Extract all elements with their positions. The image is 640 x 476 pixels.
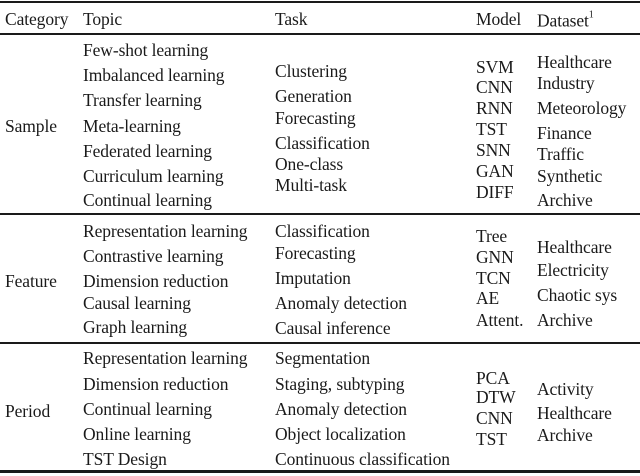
header-dataset [537, 8, 594, 31]
model-cell: CNN [476, 77, 513, 97]
task-cell: Segmentation [275, 348, 371, 368]
topic-cell: Dimension reduction [83, 374, 229, 394]
model-cell: Attent. [476, 310, 524, 330]
dataset-cell: Archive [537, 190, 593, 210]
model-cell: RNN [476, 98, 513, 118]
dataset-cell: Archive [537, 425, 593, 445]
model-cell: Tree [476, 226, 508, 246]
model-cell: GNN [476, 247, 514, 267]
topic-cell: Dimension reduction [83, 271, 229, 291]
topic-cell: Meta-learning [83, 116, 181, 136]
model-cell: SNN [476, 140, 511, 160]
task-cell: Object localization [275, 424, 406, 444]
topic-cell: Continual learning [83, 190, 212, 210]
header-dataset-label: Dataset [537, 10, 589, 31]
category-label: Period [5, 401, 51, 421]
task-cell: One-class [275, 154, 344, 174]
topic-cell: Continual learning [83, 399, 212, 419]
header-category: Category [5, 9, 69, 29]
bottom-rule [0, 470, 640, 473]
dataset-cell: Synthetic [537, 166, 603, 186]
dataset-cell: Healthcare [537, 403, 612, 423]
dataset-cell: Healthcare [537, 52, 612, 72]
model-cell: PCA [476, 368, 510, 388]
model-cell: TCN [476, 268, 511, 288]
topic-cell: Causal learning [83, 293, 191, 313]
dataset-cell: Archive [537, 310, 593, 330]
topic-cell: Transfer learning [83, 90, 202, 110]
model-cell: GAN [476, 161, 514, 181]
dataset-cell: Electricity [537, 260, 609, 280]
task-cell: Generation [275, 86, 352, 106]
dataset-cell: Meteorology [537, 98, 627, 118]
dataset-footnote-marker: 1 [588, 9, 594, 21]
task-cell: Continuous classification [275, 449, 450, 469]
model-cell: DIFF [476, 182, 514, 202]
category-label: Feature [5, 271, 57, 291]
header-rule [0, 33, 640, 35]
model-cell: SVM [476, 57, 514, 77]
dataset-cell: Chaotic sys [537, 285, 618, 305]
topic-cell: Representation learning [83, 348, 248, 368]
header-model: Model [476, 9, 522, 29]
model-cell: TST [476, 429, 507, 449]
task-cell: Causal inference [275, 318, 391, 338]
dataset-cell: Industry [537, 73, 595, 93]
model-cell: CNN [476, 408, 513, 428]
model-cell: AE [476, 288, 500, 308]
task-cell: Imputation [275, 268, 351, 288]
task-cell: Clustering [275, 61, 347, 81]
topic-cell: Imbalanced learning [83, 65, 225, 85]
topic-cell: Graph learning [83, 317, 188, 337]
task-cell: Forecasting [275, 108, 356, 128]
header-task: Task [275, 9, 308, 29]
dataset-cell: Activity [537, 379, 594, 399]
section-rule-2 [0, 342, 640, 344]
header-topic: Topic [83, 9, 123, 29]
topic-cell: TST Design [83, 449, 167, 469]
topic-cell: Federated learning [83, 141, 212, 161]
task-cell: Multi-task [275, 175, 347, 195]
topic-cell: Representation learning [83, 221, 248, 241]
task-cell: Staging, subtyping [275, 374, 405, 394]
topic-cell: Online learning [83, 424, 191, 444]
topic-cell: Contrastive learning [83, 246, 224, 266]
dataset-cell: Finance [537, 123, 592, 143]
category-label: Sample [5, 116, 57, 136]
dataset-cell: Traffic [537, 144, 584, 164]
task-cell: Forecasting [275, 243, 356, 263]
task-cell: Anomaly detection [275, 293, 407, 313]
topic-cell: Few-shot learning [83, 40, 209, 60]
task-cell: Classification [275, 133, 370, 153]
task-cell: Anomaly detection [275, 399, 407, 419]
task-cell: Classification [275, 221, 370, 241]
top-rule [0, 1, 640, 3]
section-rule-1 [0, 213, 640, 215]
topic-cell: Curriculum learning [83, 166, 224, 186]
model-cell: DTW [476, 387, 516, 407]
dataset-cell: Healthcare [537, 237, 612, 257]
model-cell: TST [476, 119, 507, 139]
